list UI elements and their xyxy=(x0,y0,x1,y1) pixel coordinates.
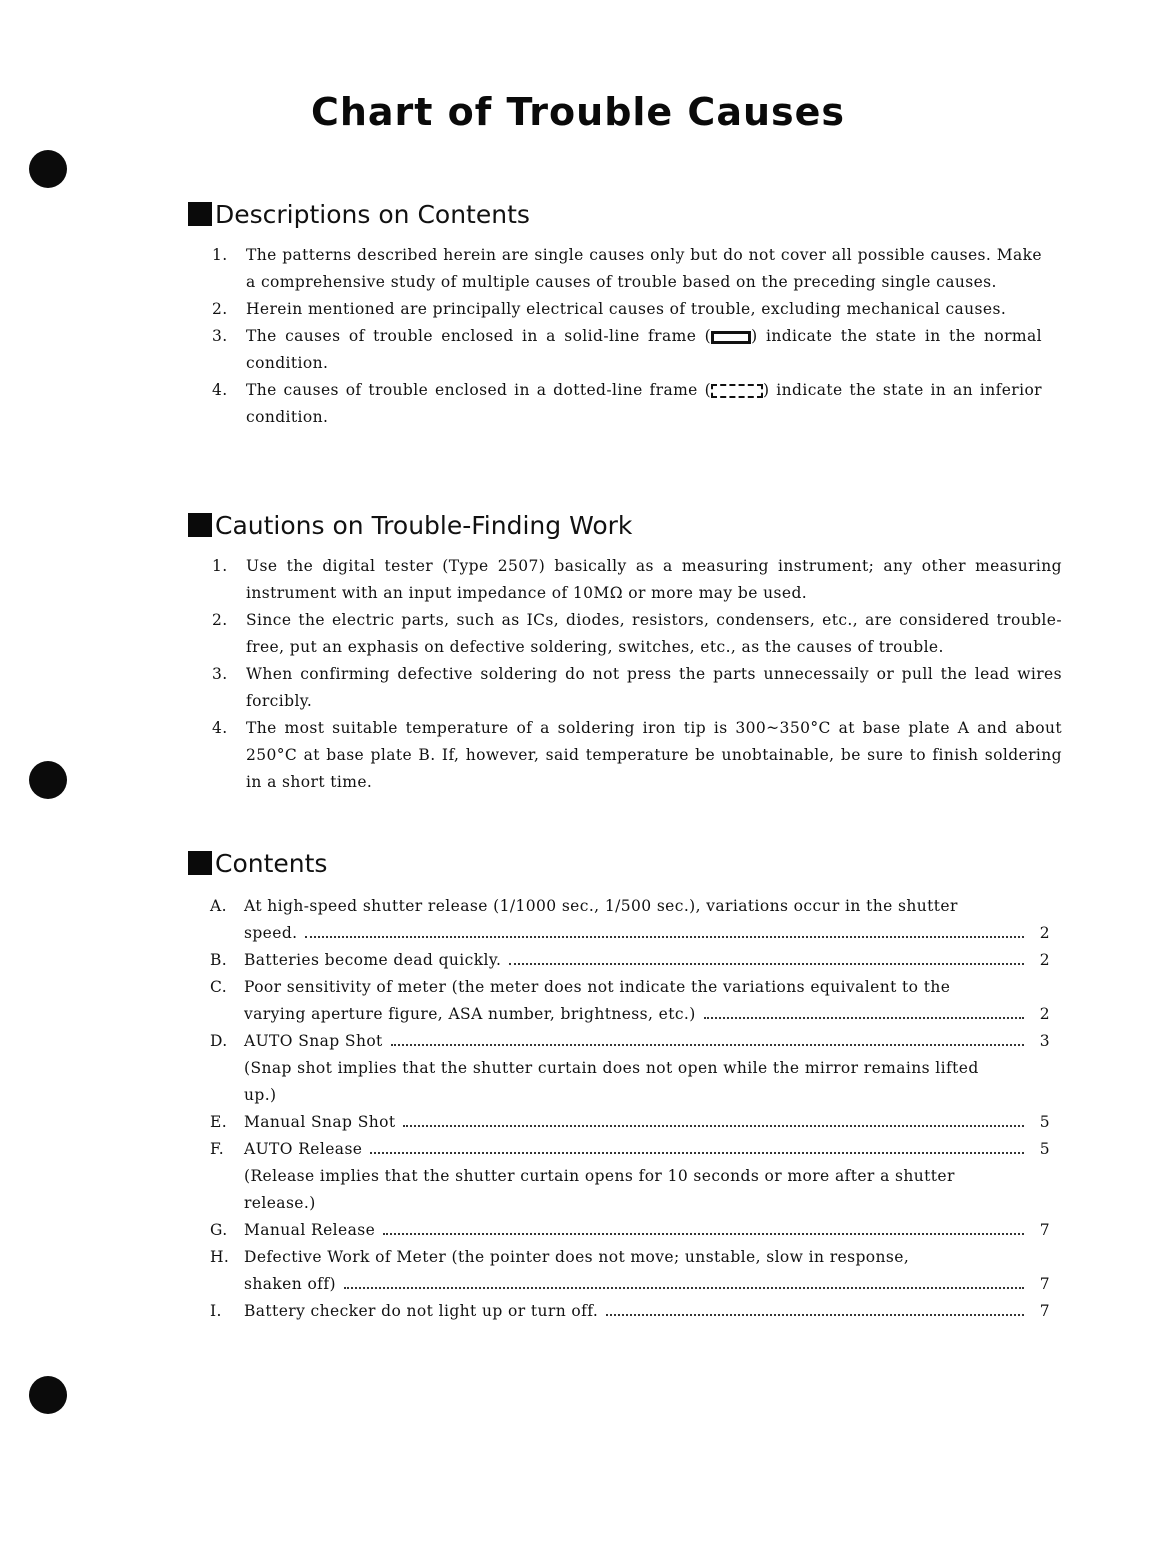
list-item xyxy=(212,296,1042,323)
section-heading-text: Cautions on Trouble-Finding Work xyxy=(215,510,633,540)
item-text: When confirming defective soldering do not press the parts unnecessaily or pull the lead wires forcibly. xyxy=(246,665,1062,710)
list-item xyxy=(212,553,1062,607)
leader-dots xyxy=(370,1151,1024,1154)
item-number: 2. xyxy=(212,611,228,629)
table-of-contents xyxy=(210,893,1050,1325)
solid-frame-icon xyxy=(711,331,751,344)
toc-title-end: shaken off) xyxy=(244,1275,336,1293)
cautions-list xyxy=(212,553,1062,796)
toc-title: Battery checker do not light up or turn off. xyxy=(244,1302,599,1320)
list-item xyxy=(212,715,1062,796)
section-heading-descriptions xyxy=(188,197,530,231)
item-number: 2. xyxy=(212,300,228,318)
leader-dots xyxy=(403,1124,1024,1127)
item-text-after: ) indicate the state in an inferior condition. xyxy=(246,381,1042,426)
item-number: 1. xyxy=(212,246,228,264)
toc-title: Defective Work of Meter (the pointer does not move; unstable, slow in response, xyxy=(244,1248,910,1266)
toc-entry xyxy=(210,974,1050,1028)
toc-page-number: 2 xyxy=(1039,951,1050,969)
toc-letter: E. xyxy=(210,1113,228,1131)
toc-entry xyxy=(210,1217,1050,1244)
binder-hole xyxy=(29,761,67,799)
toc-title: AUTO Release xyxy=(244,1140,363,1158)
toc-entry xyxy=(210,947,1050,974)
list-item xyxy=(212,607,1062,661)
toc-title-end: speed. xyxy=(244,924,298,942)
item-text xyxy=(246,377,1042,431)
list-item xyxy=(212,377,1042,431)
list-item xyxy=(212,242,1042,296)
toc-page-number: 7 xyxy=(1039,1275,1050,1293)
item-text: Herein mentioned are principally electrical causes of trouble, excluding mechanical causes. xyxy=(246,300,1007,318)
toc-title: Manual Release xyxy=(244,1221,376,1239)
toc-page-number: 5 xyxy=(1039,1113,1050,1131)
item-text: The most suitable temperature of a soldering iron tip is 300~350°C at base plate A and about 250°C at base plate B. If, however, said temperature be unobtainable, be sure to finish soldering in a short time. xyxy=(246,719,1062,791)
leader-dots xyxy=(606,1313,1024,1316)
toc-letter: B. xyxy=(210,951,228,969)
leader-dots xyxy=(704,1016,1024,1019)
item-text: Since the electric parts, such as ICs, diodes, resistors, condensers, etc., are considered trouble-free, put an exphasis on defective soldering, switches, etc., as the causes of trouble. xyxy=(246,611,1062,656)
toc-letter: F. xyxy=(210,1140,225,1158)
leader-dots xyxy=(305,935,1024,938)
item-text: The patterns described herein are single causes only but do not cover all possible causes. Make a comprehensive study of multiple causes of trouble based on the preceding single causes. xyxy=(246,246,1042,291)
toc-entry xyxy=(210,1298,1050,1325)
leader-dots xyxy=(383,1232,1024,1235)
leader-dots xyxy=(391,1043,1024,1046)
toc-page-number: 7 xyxy=(1039,1221,1050,1239)
page-title: Chart of Trouble Causes xyxy=(310,90,846,134)
item-number: 4. xyxy=(212,719,228,737)
toc-page-number: 7 xyxy=(1039,1302,1050,1320)
item-text: Use the digital tester (Type 2507) basically as a measuring instrument; any other measuring instrument with an input impedance of 10MΩ or more may be used. xyxy=(246,557,1062,602)
section-heading-cautions xyxy=(188,508,632,542)
binder-hole xyxy=(29,150,67,188)
descriptions-list xyxy=(212,242,1042,431)
heading-bullet-icon xyxy=(188,202,212,226)
toc-page-number: 2 xyxy=(1039,924,1050,942)
toc-note: (Release implies that the shutter curtain opens for 10 seconds or more after a shutter release.) xyxy=(244,1167,955,1212)
toc-page-number: 3 xyxy=(1039,1032,1050,1050)
toc-letter: A. xyxy=(210,897,227,915)
leader-dots xyxy=(509,962,1024,965)
item-text-before: The causes of trouble enclosed in a solid-line frame ( xyxy=(246,327,712,345)
toc-title: Batteries become dead quickly. xyxy=(244,951,502,969)
toc-title: At high-speed shutter release (1/1000 sec., 1/500 sec.), variations occur in the shutter xyxy=(244,897,958,915)
toc-title: AUTO Snap Shot xyxy=(244,1032,383,1050)
section-heading-text: Descriptions on Contents xyxy=(215,199,530,229)
item-number: 4. xyxy=(212,381,228,399)
item-text xyxy=(246,323,1042,377)
dotted-frame-icon xyxy=(711,384,763,398)
toc-letter: I. xyxy=(210,1302,222,1320)
toc-letter: H. xyxy=(210,1248,230,1266)
section-heading-contents xyxy=(188,846,327,880)
toc-page-number: 2 xyxy=(1039,1005,1050,1023)
toc-letter: D. xyxy=(210,1032,228,1050)
toc-entry xyxy=(210,1136,1050,1217)
toc-letter: C. xyxy=(210,978,228,996)
toc-entry xyxy=(210,1028,1050,1109)
toc-letter: G. xyxy=(210,1221,228,1239)
toc-page-number: 5 xyxy=(1039,1140,1050,1158)
toc-title: Poor sensitivity of meter (the meter does not indicate the variations equivalent to the xyxy=(244,978,951,996)
item-number: 1. xyxy=(212,557,228,575)
toc-entry xyxy=(210,893,1050,947)
toc-title-end: varying aperture figure, ASA number, brightness, etc.) xyxy=(244,1005,696,1023)
toc-title: Manual Snap Shot xyxy=(244,1113,396,1131)
item-number: 3. xyxy=(212,665,228,683)
toc-entry xyxy=(210,1244,1050,1298)
toc-entry xyxy=(210,1109,1050,1136)
list-item xyxy=(212,323,1042,377)
heading-bullet-icon xyxy=(188,513,212,537)
toc-note: (Snap shot implies that the shutter curtain does not open while the mirror remains lifted up.) xyxy=(244,1059,979,1104)
item-number: 3. xyxy=(212,327,228,345)
binder-hole xyxy=(29,1376,67,1414)
heading-bullet-icon xyxy=(188,851,212,875)
list-item xyxy=(212,661,1062,715)
item-text-before: The causes of trouble enclosed in a dotted-line frame ( xyxy=(246,381,712,399)
section-heading-text: Contents xyxy=(215,848,328,878)
leader-dots xyxy=(344,1286,1024,1289)
item-text-after: ) indicate the state in the normal condition. xyxy=(246,327,1042,372)
